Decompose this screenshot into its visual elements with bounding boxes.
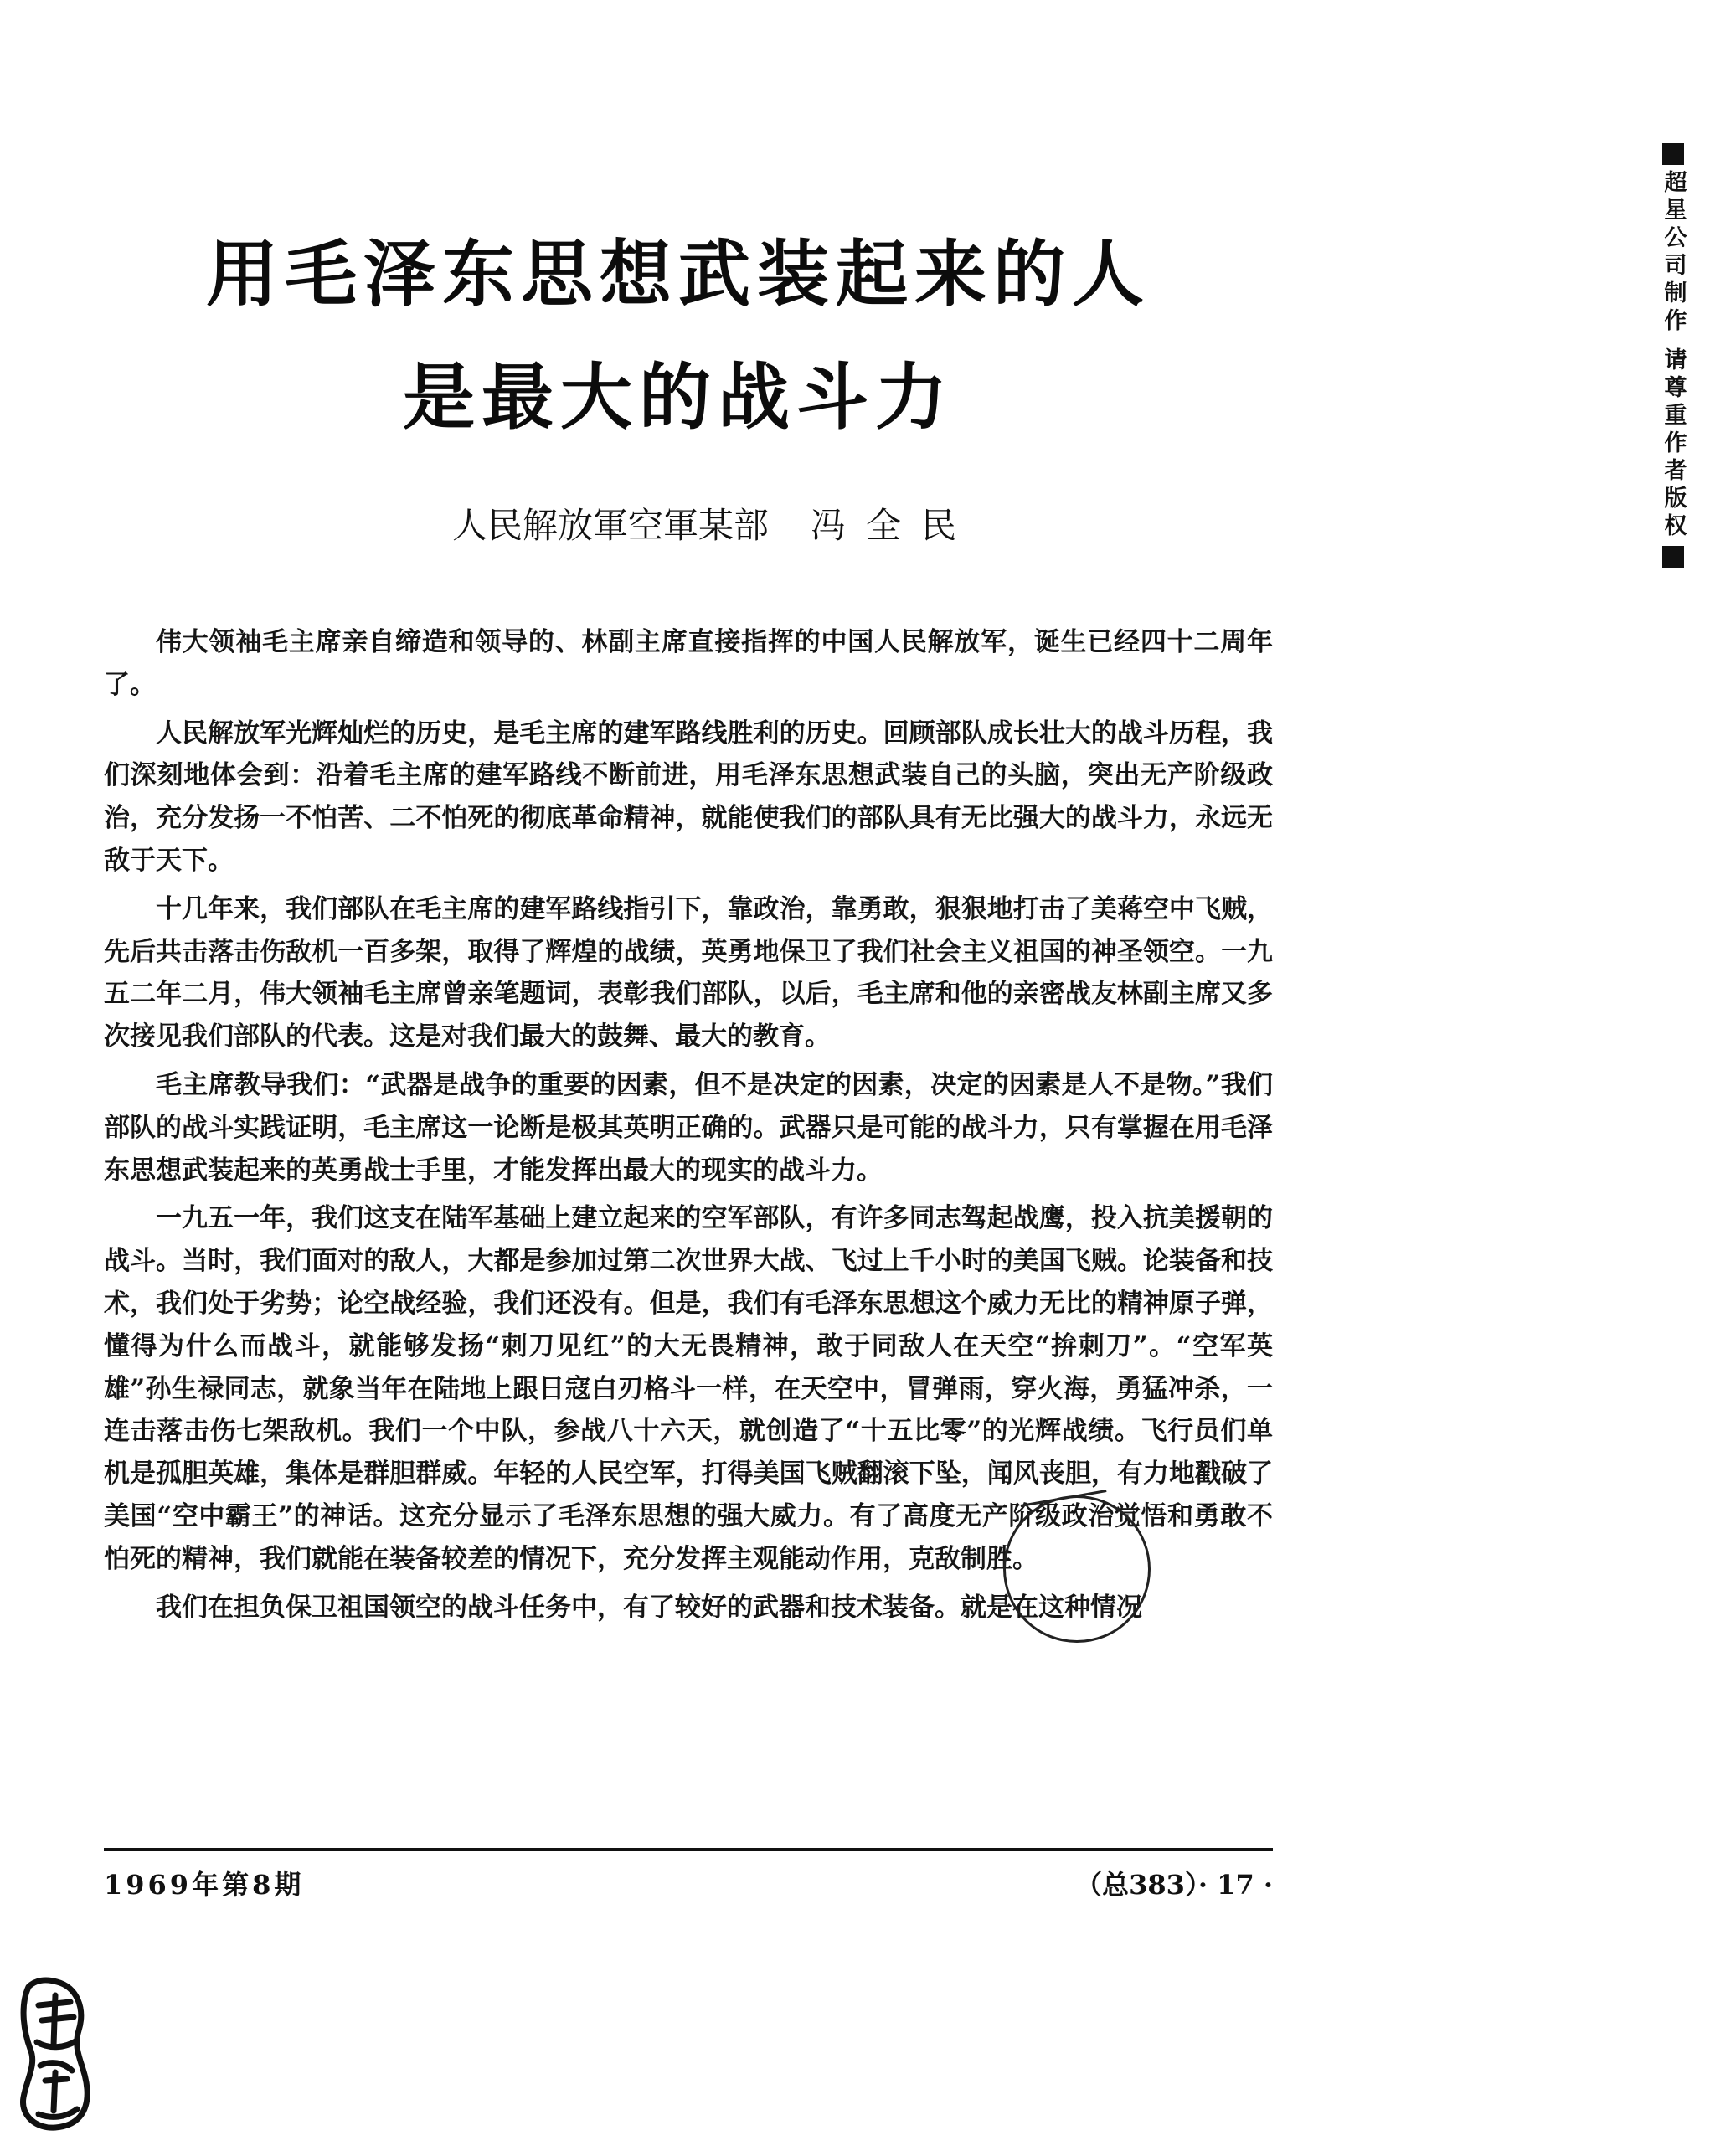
byline	[452, 505, 977, 546]
calligraphy-seal-icon	[12, 1972, 99, 2139]
footer-divider	[104, 1848, 1273, 1851]
notice-line-1: 超星公司制作	[1660, 170, 1687, 336]
paragraph-2: 人民解放军光辉灿烂的历史，是毛主席的建军路线胜利的历史。回顾部队成长壮大的战斗历程，我们深刻地体会到：沿着毛主席的建军路线不断前进，用毛泽东思想武装自己的头脑，突出无产阶级政治，充分发扬一不怕苦、二不怕死的彻底革命精神，就能使我们的部队具有无比强大的战斗力，永远无敌于天下。	[104, 718, 1273, 876]
chairman-quote: “武器是战争的重要的因素，但不是决定的因素，决定的因素是人不是物。”	[365, 1069, 1221, 1100]
notice-line-2: 请尊重作者版权	[1660, 347, 1687, 541]
copyright-notice	[1656, 138, 1690, 573]
paragraph-5: 一九五一年，我们这支在陆军基础上建立起来的空军部队，有许多同志驾起战鹰，投入抗美援朝的战斗。当时，我们面对的敌人，大都是参加过第二次世界大战、飞过上千小时的美国飞贼。论装备和技术，我们处于劣势；论空战经验，我们还没有。但是，我们有毛泽东思想这个威力无比的精神原子弹，懂得为什么而战斗，就能够发扬“刺刀见红”的大无畏精神，敢于同敌人在天空“拚刺刀”。“空军英雄”孙生禄同志，就象当年在陆地上跟日寇白刃格斗一样，在天空中，冒弹雨，穿火海，勇猛冲杀，一连击落击伤七架敌机。我们一个中队，参战八十六天，就创造了“十五比零”的光辉战绩。飞行员们单机是孤胆英雄，集体是群胆群威。年轻的人民空军，打得美国飞贼翻滚下坠，闻风丧胆，有力地戳破了美国“空中霸王”的神话。这充分显示了毛泽东思想的强大威力。有了高度无产阶级政治觉悟和勇敢不怕死的精神，我们就能在装备较差的情况下，充分发挥主观能动作用，克敌制胜。	[104, 1203, 1273, 1574]
paragraph-3: 十几年来，我们部队在毛主席的建军路线指引下，靠政治，靠勇敢，狠狠地打击了美蒋空中飞贼，先后共击落击伤敌机一百多架，取得了辉煌的战绩，英勇地保卫了我们社会主义祖国的神圣领空。一九五二年二月，伟大领袖毛主席曾亲笔题词，表彰我们部队，以后，毛主席和他的亲密战友林副主席又多次接见我们部队的代表。这是对我们最大的鼓舞、最大的教育。	[104, 893, 1273, 1052]
ink-circle-mark	[1003, 1495, 1151, 1643]
issue-label: 1969年第8期	[104, 1869, 305, 1901]
page-number: （总383）· 17 ·	[1075, 1869, 1273, 1901]
article-body	[104, 621, 1273, 1634]
paragraph-6: 我们在担负保卫祖国领空的战斗任务中，有了较好的武器和技术装备。就是在这种情况	[156, 1592, 1142, 1623]
author-unit: 人民解放軍空軍某部	[452, 505, 770, 546]
article-title-line-2: 是最大的战斗力	[403, 356, 954, 440]
paragraph-quote	[104, 1064, 1273, 1191]
article-title-line-1: 用毛泽东思想武装起来的人	[206, 233, 1151, 316]
notice-top-bar	[1662, 143, 1684, 165]
quote-followup: 我们部队的战斗实践证明，毛主席这一论断是极其英明正确的。武器只是可能的战斗力，只有掌握在用毛泽东思想武装起来的英勇战士手里，才能发挥出最大的现实的战斗力。	[104, 1069, 1274, 1186]
paragraph-1: 伟大领袖毛主席亲自缔造和领导的、林副主席直接指挥的中国人民解放军，诞生已经四十二周年了。	[104, 627, 1273, 700]
quote-lead: 毛主席教导我们：	[156, 1069, 366, 1100]
notice-bottom-bar	[1662, 546, 1684, 568]
author-name: 冯全民	[811, 505, 977, 546]
